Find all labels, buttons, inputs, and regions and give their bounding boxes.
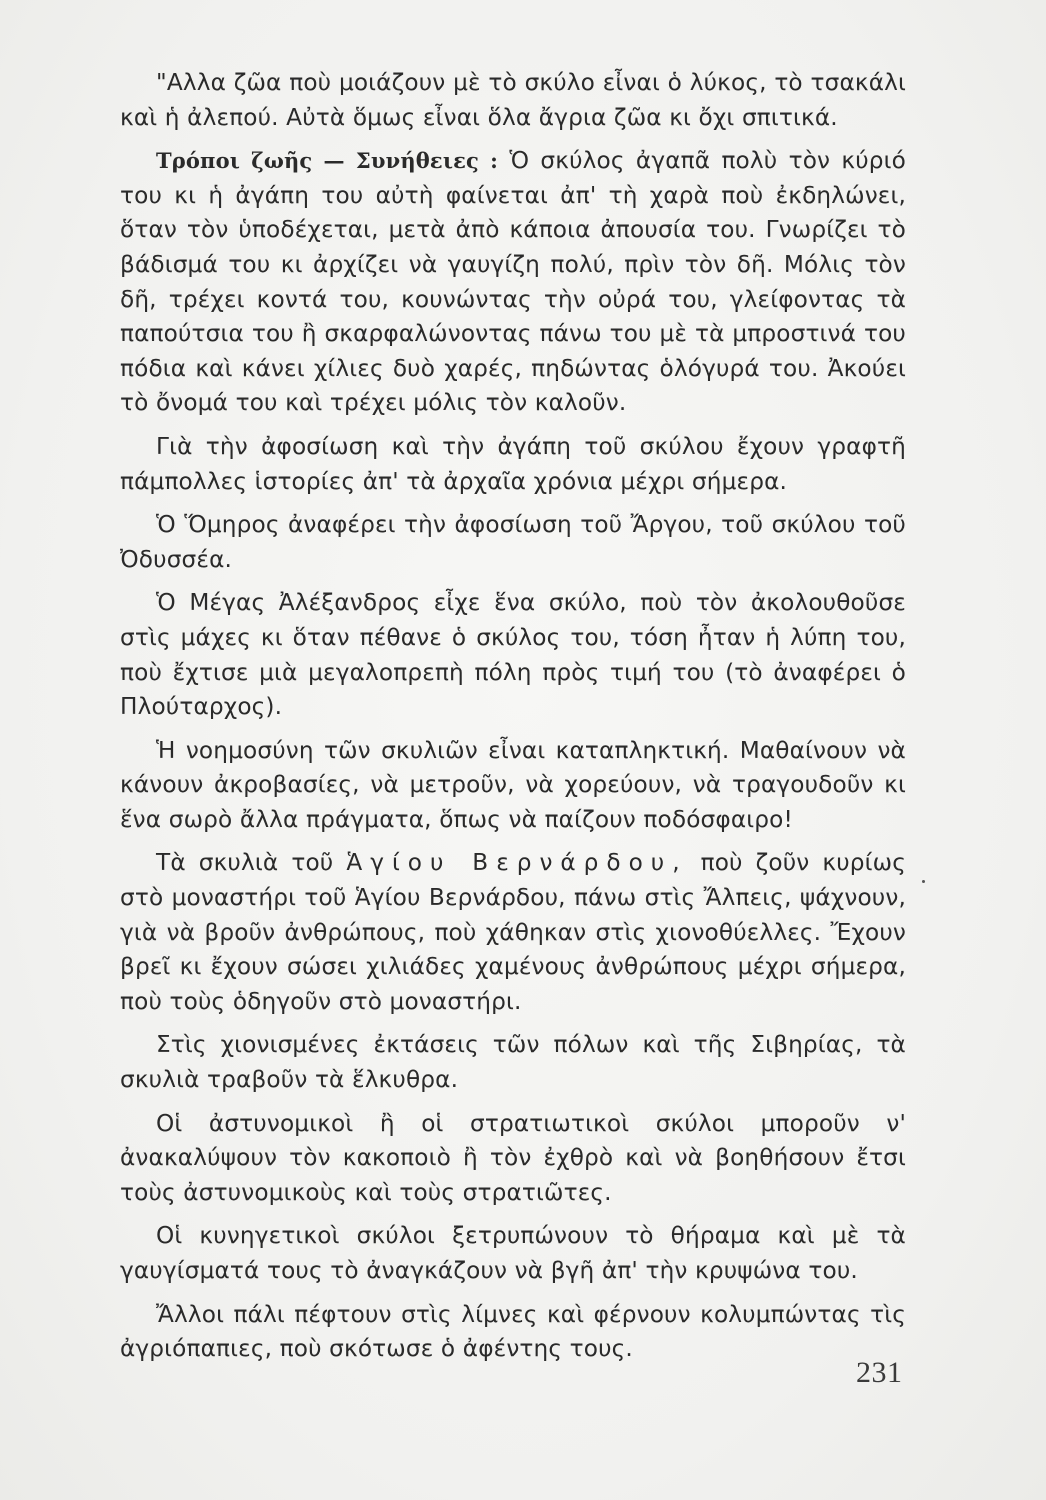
paragraph-8	[120, 1028, 906, 1097]
paragraph-4-text: Ὁ Ὅμηρος ἀναφέρει τὴν ἀφοσίωση τοῦ Ἄργου, τοῦ σκύλου τοῦ Ὀδυσσέα.	[120, 511, 906, 573]
section-heading: Τρόποι ζωῆς — Συνήθειες :	[156, 148, 499, 174]
paragraph-10	[120, 1219, 906, 1288]
page-number: 231	[856, 1356, 903, 1389]
paragraph-7	[120, 846, 906, 1019]
paragraph-2-text: Ὁ σκύλος ἀγαπᾶ πολὺ τὸν κύριό του κι ἡ ἀγάπη του αὐτὴ φαίνεται ἀπ' τὴ χαρὰ ποὺ ἐκδηλώνει, ὅταν τὸν ὑποδέχεται, μετὰ ἀπὸ κάποια ἀπουσία του. Γνωρίζει τὸ βάδισμά του κι ἀρχίζει νὰ γαυγίζη πολύ, πρὶν τὸν δῆ. Μόλις τὸν δῆ, τρέχει κοντά του, κουνώντας τὴν οὐρά του, γλείφοντας τὰ παπούτσια του ἢ σκαρφαλώνοντας πάνω του μὲ τὰ μπροστινά του πόδια καὶ κάνει χίλιες δυὸ χαρές, πηδώντας ὁλόγυρά του. Ἀκούει τὸ ὄνομά του καὶ τρέχει μόλις τὸν καλοῦν.	[120, 147, 906, 417]
spaced-name: Ἁγίου Βερνάρδου,	[346, 849, 688, 877]
paragraph-8-text: Στὶς χιονισμένες ἐκτάσεις τῶν πόλων καὶ τῆς Σιβηρίας, τὰ σκυλιὰ τραβοῦν τὰ ἕλκυθρα.	[120, 1031, 906, 1094]
paragraph-5-text: Ὁ Μέγας Ἀλέξανδρος εἶχε ἕνα σκύλο, ποὺ τὸν ἀκολουθοῦσε στὶς μάχες κι ὅταν πέθανε ὁ σκύλος του, τόση ἦταν ἡ λύπη του, ποὺ ἔχτισε μιὰ μεγαλοπρεπὴ πόλη πρὸς τιμή του (τὸ ἀναφέρει ὁ Πλούταρχος).	[120, 589, 906, 721]
body-text	[120, 66, 906, 1376]
paragraph-9	[120, 1107, 906, 1211]
paragraph-11-text: Ἄλλοι πάλι πέφτουν στὶς λίμνες καὶ φέρνουν κολυμπώντας τὶς ἀγριόπαπιες, ποὺ σκότωσε ὁ ἀφέντης τους.	[120, 1300, 906, 1363]
paragraph-7-text: ποὺ ζοῦν κυρίως στὸ μοναστήρι τοῦ Ἁγίου Βερνάρδου, πάνω στὶς Ἄλπεις, ψάχνουν, γιὰ νὰ βροῦν ἀνθρώπους, ποὺ χάθηκαν στὶς χιονοθύελλες. Ἔχουν βρεῖ κι ἔχουν σώσει χιλιάδες χαμένους ἀνθρώπους μέχρι σήμερα, ποὺ τοὺς ὁδηγοῦν στὸ μοναστήρι.	[120, 849, 906, 1015]
paragraph-4	[120, 508, 906, 577]
paragraph-2	[120, 144, 906, 421]
paragraph-1-text: "Αλλα ζῶα ποὺ μοιάζουν μὲ τὸ σκύλο εἶναι ὁ λύκος, τὸ τσακάλι καὶ ἡ ἀλεπού. Αὐτὰ ὅμως εἶναι ὅλα ἄγρια ζῶα κι ὄχι σπιτικά.	[120, 69, 906, 131]
paragraph-3	[120, 430, 906, 499]
paragraph-7-pre: Τὰ σκυλιὰ τοῦ	[156, 849, 347, 877]
paragraph-5	[120, 586, 906, 724]
paragraph-10-text: Οἱ κυνηγετικοὶ σκύλοι ξετρυπώνουν τὸ θήραμα καὶ μὲ τὰ γαυγίσματά τους τὸ ἀναγκάζουν νὰ βγῆ ἀπ' τὴν κρυψώνα του.	[120, 1222, 906, 1284]
paragraph-6	[120, 734, 906, 838]
stray-print-mark	[922, 880, 925, 883]
paragraph-9-text: Οἱ ἀστυνομικοὶ ἢ οἱ στρατιωτικοὶ σκύλοι μποροῦν ν' ἀνακαλύψουν τὸν κακοποιὸ ἢ τὸν ἐχθρὸ καὶ νὰ βοηθήσουν ἔτσι τοὺς ἀστυνομικοὺς καὶ τοὺς στρατιῶτες.	[120, 1109, 906, 1206]
paragraph-3-text: Γιὰ τὴν ἀφοσίωση καὶ τὴν ἀγάπη τοῦ σκύλου ἔχουν γραφτῆ πάμπολλες ἱστορίες ἀπ' τὰ ἀρχαῖα χρόνια μέχρι σήμερα.	[120, 432, 906, 495]
paragraph-1	[120, 66, 906, 135]
paragraph-6-text: Ἡ νοημοσύνη τῶν σκυλιῶν εἶναι καταπληκτική. Μαθαίνουν νὰ κάνουν ἀκροβασίες, νὰ μετροῦν, νὰ χορεύουν, νὰ τραγουδοῦν κι ἕνα σωρὸ ἄλλα πράγματα, ὅπως νὰ παίζουν ποδόσφαιρο!	[120, 736, 906, 833]
paragraph-11	[120, 1298, 906, 1367]
